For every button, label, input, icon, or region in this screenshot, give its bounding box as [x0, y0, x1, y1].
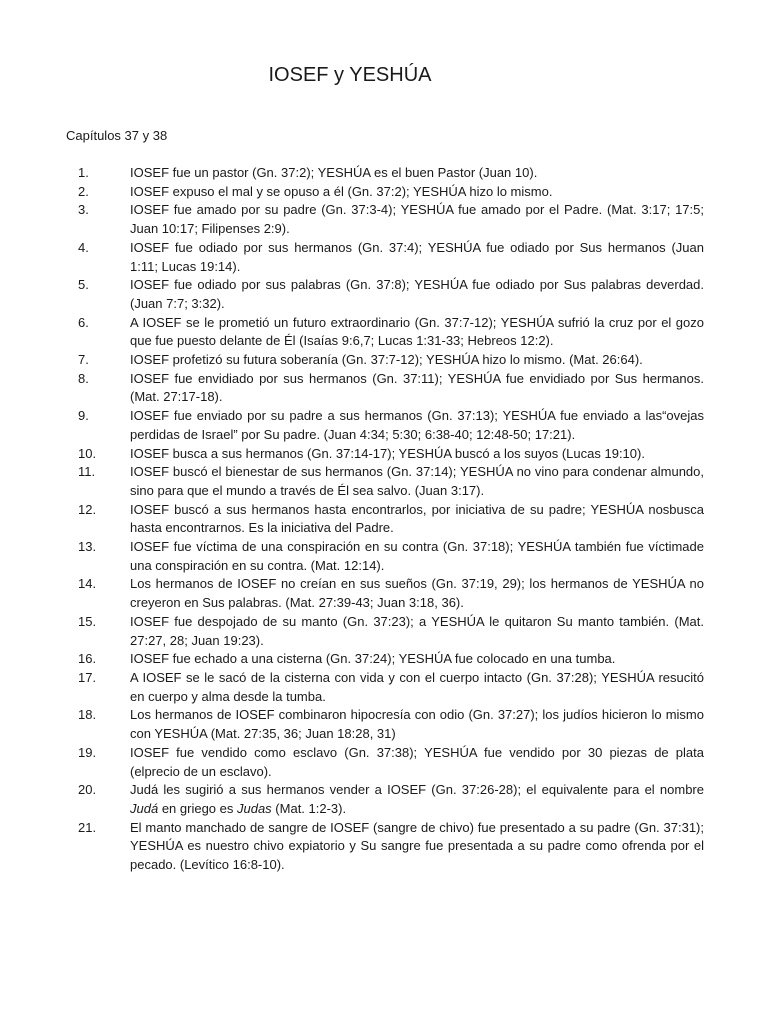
item-text: IOSEF fue víctima de una conspiración en su contra (Gn. 37:18); YESHÚA también fue víctimade una conspiración en su contra. (Mat. 12:14).	[130, 539, 704, 573]
item-number: 17.	[78, 669, 97, 685]
item-number: 8.	[78, 370, 89, 386]
item-number: 11.	[78, 464, 96, 480]
item-number: 10.	[78, 445, 97, 461]
list-item	[0, 613, 768, 650]
list-item	[0, 650, 768, 669]
item-number: 1.	[78, 165, 89, 180]
item-number: 12.	[78, 501, 97, 517]
item-text: Los hermanos de IOSEF combinaron hipocresía con odio (Gn. 37:27); los judíos hicieron lo mismo con YESHÚA (Mat. 27:35, 36; Juan 18:28, 31)	[130, 707, 704, 742]
italic-word: Judas	[236, 800, 272, 816]
list-item	[0, 164, 768, 183]
list-item	[0, 669, 768, 706]
list-item	[0, 781, 768, 818]
item-number: 16.	[78, 651, 97, 667]
list-item	[0, 370, 768, 407]
item-text: IOSEF fue vendido como esclavo (Gn. 37:38); YESHÚA fue vendido por 30 piezas de plata (elprecio de un esclavo).	[130, 744, 704, 779]
item-text: IOSEF busca a sus hermanos (Gn. 37:14-17); YESHÚA buscó a los suyos (Lucas 19:10).	[130, 445, 645, 461]
item-number: 13.	[78, 539, 97, 555]
item-number: 7.	[78, 352, 89, 368]
item-text: Los hermanos de IOSEF no creían en sus sueños (Gn. 37:19, 29); los hermanos de YESHÚA no creyeron en Sus palabras. (Mat. 27:39-43; Juan 3:18, 36).	[130, 576, 704, 611]
item-text: IOSEF fue amado por su padre (Gn. 37:3-4); YESHÚA fue amado por el Padre. (Mat. 3:17; 17:5; Juan 10:17; Filipenses 2:9).	[130, 202, 704, 237]
list-item	[0, 201, 768, 238]
item-number: 15.	[78, 613, 97, 629]
list-item	[0, 706, 768, 743]
item-text-segment: en griego es	[158, 800, 237, 816]
item-text: IOSEF fue un pastor (Gn. 37:2); YESHÚA es el buen Pastor (Juan 10).	[130, 165, 538, 180]
italic-word: Judá	[130, 800, 159, 816]
item-text: A IOSEF se le prometió un futuro extraordinario (Gn. 37:7-12); YESHÚA sufrió la cruz por el gozo que fue puesto delante de Él (Isaías 9:6,7; Lucas 1:31-33; Hebreos 12:2).	[130, 314, 704, 349]
list-item	[0, 744, 768, 781]
item-text: IOSEF fue despojado de su manto (Gn. 37:23); a YESHÚA le quitaron Su manto también. (Mat. 27:27, 28; Juan 19:23).	[130, 613, 704, 648]
item-number: 5.	[78, 277, 89, 293]
item-text	[130, 781, 704, 818]
item-text-segment: Judá les sugirió a sus hermanos vender a IOSEF (Gn. 37:26-28); el equivalente para el nombre	[130, 782, 704, 798]
list-item	[0, 819, 768, 875]
item-text: IOSEF fue odiado por sus palabras (Gn. 37:8); YESHÚA fue odiado por Sus palabras deverdad. (Juan 7:7; 3:32).	[130, 277, 704, 311]
document-subtitle: Capítulos 37 y 38	[66, 128, 168, 143]
item-number: 21.	[78, 819, 97, 835]
list-item	[0, 538, 768, 575]
item-number: 20.	[78, 782, 97, 798]
item-number: 19.	[78, 744, 97, 760]
comparison-list	[0, 164, 768, 875]
item-number: 3.	[78, 202, 89, 218]
list-item	[0, 407, 768, 444]
item-number: 6.	[78, 314, 89, 330]
item-text: IOSEF profetizó su futura soberanía (Gn. 37:7-12); YESHÚA hizo lo mismo. (Mat. 26:64).	[130, 352, 643, 368]
item-number: 2.	[78, 183, 89, 199]
item-text: A IOSEF se le sacó de la cisterna con vida y con el cuerpo intacto (Gn. 37:28); YESHÚA resucitó en cuerpo y alma desde la tumba.	[130, 669, 704, 704]
item-text: IOSEF fue odiado por sus hermanos (Gn. 37:4); YESHÚA fue odiado por Sus hermanos (Juan 1:11; Lucas 19:14).	[130, 239, 704, 274]
item-number: 4.	[78, 239, 89, 255]
item-number: 18.	[78, 707, 97, 723]
item-text: El manto manchado de sangre de IOSEF (sangre de chivo) fue presentado a su padre (Gn. 37:31); YESHÚA es nuestro chivo expiatorio y Su sangre fue presentada a su padre como ofrenda por el pecado. (Levítico 16:8-10).	[130, 819, 704, 873]
item-text: IOSEF fue echado a una cisterna (Gn. 37:24); YESHÚA fue colocado en una tumba.	[130, 651, 616, 667]
list-item	[0, 239, 768, 276]
item-text: IOSEF buscó a sus hermanos hasta encontrarlos, por iniciativa de su padre; YESHÚA nosbusca hasta encontrarnos. Es la iniciativa del Padre.	[130, 501, 704, 536]
list-item	[0, 276, 768, 313]
list-item	[0, 501, 768, 538]
list-item	[0, 445, 768, 464]
item-text-segment: (Mat. 1:2-3).	[271, 800, 347, 816]
item-text: IOSEF expuso el mal y se opuso a él (Gn. 37:2); YESHÚA hizo lo mismo.	[130, 183, 553, 199]
item-number: 9.	[78, 408, 89, 424]
list-item	[0, 351, 768, 370]
document-title: IOSEF y YESHÚA	[268, 64, 432, 86]
item-text: IOSEF fue enviado por su padre a sus hermanos (Gn. 37:13); YESHÚA fue enviado a las“ovejas perdidas de Israel” por Su padre. (Juan 4:34; 5:30; 6:38-40; 12:48-50; 17:21).	[130, 408, 704, 442]
item-text: IOSEF fue envidiado por sus hermanos (Gn. 37:11); YESHÚA fue envidiado por Sus hermanos. (Mat. 27:17-18).	[130, 370, 704, 405]
item-text: IOSEF buscó el bienestar de sus hermanos (Gn. 37:14); YESHÚA no vino para condenar almundo, sino para que el mundo a través de Él sea salvo. (Juan 3:17).	[130, 464, 704, 498]
list-item	[0, 463, 768, 500]
list-item	[0, 183, 768, 202]
list-item	[0, 314, 768, 351]
list-item	[0, 575, 768, 612]
item-number: 14.	[78, 576, 97, 592]
